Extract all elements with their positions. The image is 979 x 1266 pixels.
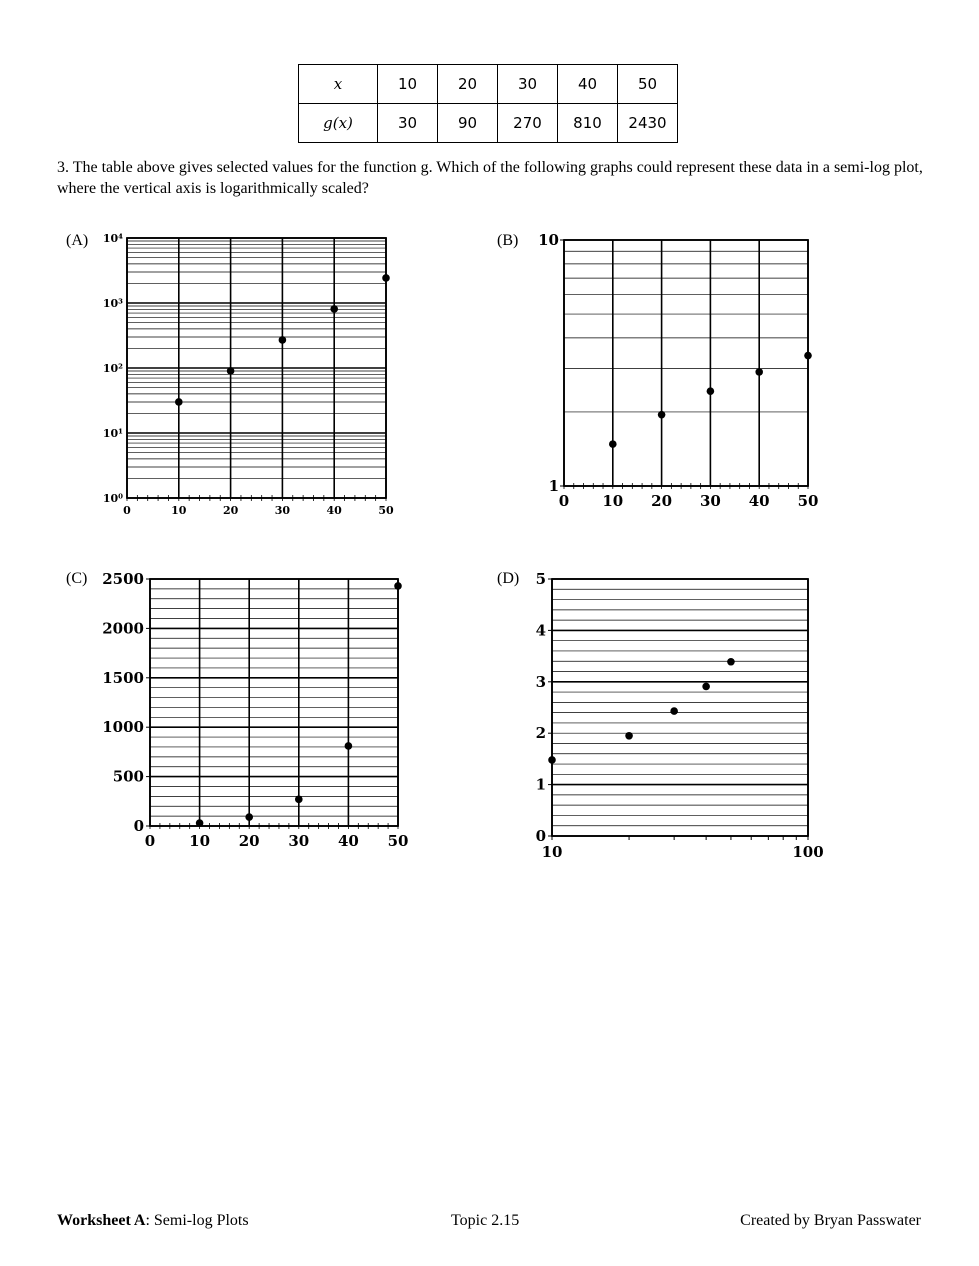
y-tick-label: 5 xyxy=(535,570,546,588)
data-point xyxy=(394,582,402,590)
chart-a xyxy=(103,232,394,517)
option-a-label[interactable]: (A) xyxy=(66,232,89,249)
plot-frame xyxy=(552,579,808,836)
data-point xyxy=(245,813,253,821)
x-tick-label: 20 xyxy=(651,492,673,510)
x-tick-label: 50 xyxy=(378,504,394,517)
data-point xyxy=(382,274,390,282)
plot-frame xyxy=(150,579,398,826)
y-tick-label: 2000 xyxy=(102,619,144,638)
x-tick-label: 50 xyxy=(797,492,819,510)
data-point xyxy=(804,352,812,360)
option-b-label[interactable]: (B) xyxy=(497,232,519,249)
data-point xyxy=(727,658,735,666)
x-tick-label: 40 xyxy=(748,492,770,510)
data-point xyxy=(625,732,633,740)
x-tick-label: 30 xyxy=(288,832,310,850)
data-point xyxy=(330,305,338,313)
y-tick-label: 500 xyxy=(112,767,144,786)
x-tick-label: 30 xyxy=(699,492,721,510)
data-point xyxy=(702,683,710,691)
x-tick-label: 50 xyxy=(387,832,409,850)
y-tick-label: 0 xyxy=(535,827,546,845)
gx-value: 270 xyxy=(498,104,558,143)
y-tick-label: 2500 xyxy=(102,570,144,588)
footer-worksheet-bold: Worksheet A xyxy=(57,1212,146,1229)
chart-b xyxy=(538,231,818,510)
x-tick-label: 10 xyxy=(171,504,187,517)
x-value: 40 xyxy=(558,65,618,104)
option-c-label[interactable]: (C) xyxy=(66,570,88,587)
gx-header: g(x) xyxy=(299,104,378,143)
option-d-label[interactable]: (D) xyxy=(497,570,520,587)
x-value: 30 xyxy=(498,65,558,104)
y-tick-label: 3 xyxy=(535,672,546,691)
data-point xyxy=(196,819,204,827)
chart-d xyxy=(536,570,824,861)
data-point xyxy=(227,367,235,375)
footer-topic: Topic 2.15 xyxy=(451,1212,520,1229)
data-point xyxy=(279,336,287,344)
x-header: x xyxy=(299,65,378,104)
x-tick-label: 10 xyxy=(189,832,211,850)
y-tick-label: 10² xyxy=(102,362,123,375)
x-tick-label: 30 xyxy=(274,504,291,517)
y-tick-label: 10 xyxy=(538,231,559,249)
y-tick-label: 0 xyxy=(133,817,144,835)
chart-c xyxy=(102,570,408,850)
gx-value: 2430 xyxy=(618,104,678,143)
footer-worksheet xyxy=(57,1212,249,1230)
data-point xyxy=(295,796,303,804)
y-tick-label: 1 xyxy=(548,477,559,495)
x-value: 50 xyxy=(618,65,678,104)
y-tick-label: 10¹ xyxy=(102,427,123,440)
question-number: 3. xyxy=(57,159,69,176)
gx-value: 90 xyxy=(438,104,498,143)
gx-value: 30 xyxy=(378,104,438,143)
x-tick-label: 40 xyxy=(326,504,342,517)
x-tick-label: 40 xyxy=(337,832,359,850)
y-tick-label: 1500 xyxy=(102,668,144,687)
y-tick-label: 4 xyxy=(535,621,546,640)
y-tick-label: 2 xyxy=(535,724,546,743)
y-tick-label: 10³ xyxy=(102,297,123,310)
y-tick-label: 10⁰ xyxy=(102,492,123,505)
plot-frame xyxy=(564,240,808,486)
data-point xyxy=(755,368,763,376)
x-tick-label: 20 xyxy=(222,504,239,517)
x-tick-label: 20 xyxy=(238,832,260,850)
y-tick-label: 10⁴ xyxy=(102,232,123,245)
x-tick-label: 0 xyxy=(144,832,156,850)
footer-worksheet-title: : Semi-log Plots xyxy=(145,1212,249,1229)
data-point xyxy=(670,707,678,715)
y-tick-label: 1000 xyxy=(102,718,144,737)
x-tick-label: 100 xyxy=(792,843,824,861)
data-point xyxy=(175,398,183,406)
question-body: The table above gives selected values for the function g. Which of the following graphs could represent these data in a semi-log plot, where the vertical axis is logarithmically scaled? xyxy=(57,159,923,197)
x-tick-label: 10 xyxy=(602,492,624,510)
gx-value: 810 xyxy=(558,104,618,143)
footer-author: Created by Bryan Passwater xyxy=(740,1212,921,1229)
data-point xyxy=(345,742,353,750)
data-point xyxy=(548,756,556,764)
data-point xyxy=(609,440,617,448)
data-point xyxy=(658,411,666,419)
x-tick-label: 0 xyxy=(558,492,570,510)
x-value: 20 xyxy=(438,65,498,104)
x-tick-label: 10 xyxy=(541,843,563,861)
y-tick-label: 1 xyxy=(535,775,546,794)
x-value: 10 xyxy=(378,65,438,104)
data-point xyxy=(707,387,715,395)
x-tick-label: 0 xyxy=(123,504,131,517)
